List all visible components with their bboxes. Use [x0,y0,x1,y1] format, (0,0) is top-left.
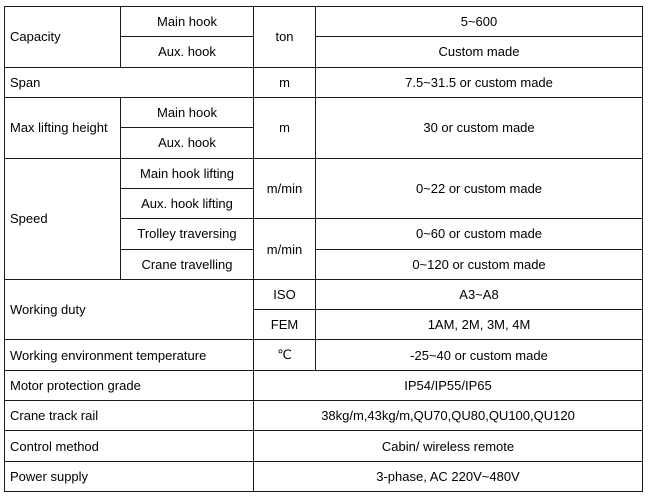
motor-label: Motor protection grade [5,370,254,400]
speed-crane-value: 0~120 or custom made [316,249,643,279]
speed-crane: Crane travelling [121,249,254,279]
speed-main-lifting: Main hook lifting [121,158,254,188]
table-row [5,431,643,461]
capacity-unit: ton [254,7,316,68]
control-label: Control method [5,431,254,461]
span-unit: m [254,67,316,97]
environment-label: Working environment temperature [5,340,254,370]
lifting-height-aux-hook: Aux. hook [121,128,254,158]
spec-table [4,6,643,492]
span-value: 7.5~31.5 or custom made [316,67,643,97]
lifting-height-value: 30 or custom made [316,97,643,158]
table-row [5,97,643,127]
table-row [5,401,643,431]
speed-trolley: Trolley traversing [121,219,254,249]
speed-lifting-unit: m/min [254,158,316,219]
capacity-aux-value: Custom made [316,37,643,67]
speed-travel-unit: m/min [254,219,316,280]
capacity-label: Capacity [5,7,121,68]
control-value: Cabin/ wireless remote [254,431,643,461]
motor-value: IP54/IP55/IP65 [254,370,643,400]
working-duty-fem-value: 1AM, 2M, 3M, 4M [316,310,643,340]
capacity-main-value: 5~600 [316,7,643,37]
table-row [5,279,643,309]
working-duty-fem: FEM [254,310,316,340]
table-row [5,67,643,97]
environment-unit: ℃ [254,340,316,370]
speed-aux-lifting: Aux. hook lifting [121,188,254,218]
working-duty-iso: ISO [254,279,316,309]
environment-value: -25~40 or custom made [316,340,643,370]
speed-trolley-value: 0~60 or custom made [316,219,643,249]
table-row [5,461,643,491]
table-row [5,340,643,370]
working-duty-iso-value: A3~A8 [316,279,643,309]
rail-label: Crane track rail [5,401,254,431]
capacity-main-hook: Main hook [121,7,254,37]
working-duty-label: Working duty [5,279,254,340]
table-row [5,7,643,37]
lifting-height-unit: m [254,97,316,158]
lifting-height-label: Max lifting height [5,97,121,158]
rail-value: 38kg/m,43kg/m,QU70,QU80,QU100,QU120 [254,401,643,431]
capacity-aux-hook: Aux. hook [121,37,254,67]
speed-label: Speed [5,158,121,279]
power-label: Power supply [5,461,254,491]
speed-lifting-value: 0~22 or custom made [316,158,643,219]
table-row [5,158,643,188]
table-row [5,370,643,400]
span-label: Span [5,67,254,97]
lifting-height-main-hook: Main hook [121,97,254,127]
power-value: 3-phase, AC 220V~480V [254,461,643,491]
